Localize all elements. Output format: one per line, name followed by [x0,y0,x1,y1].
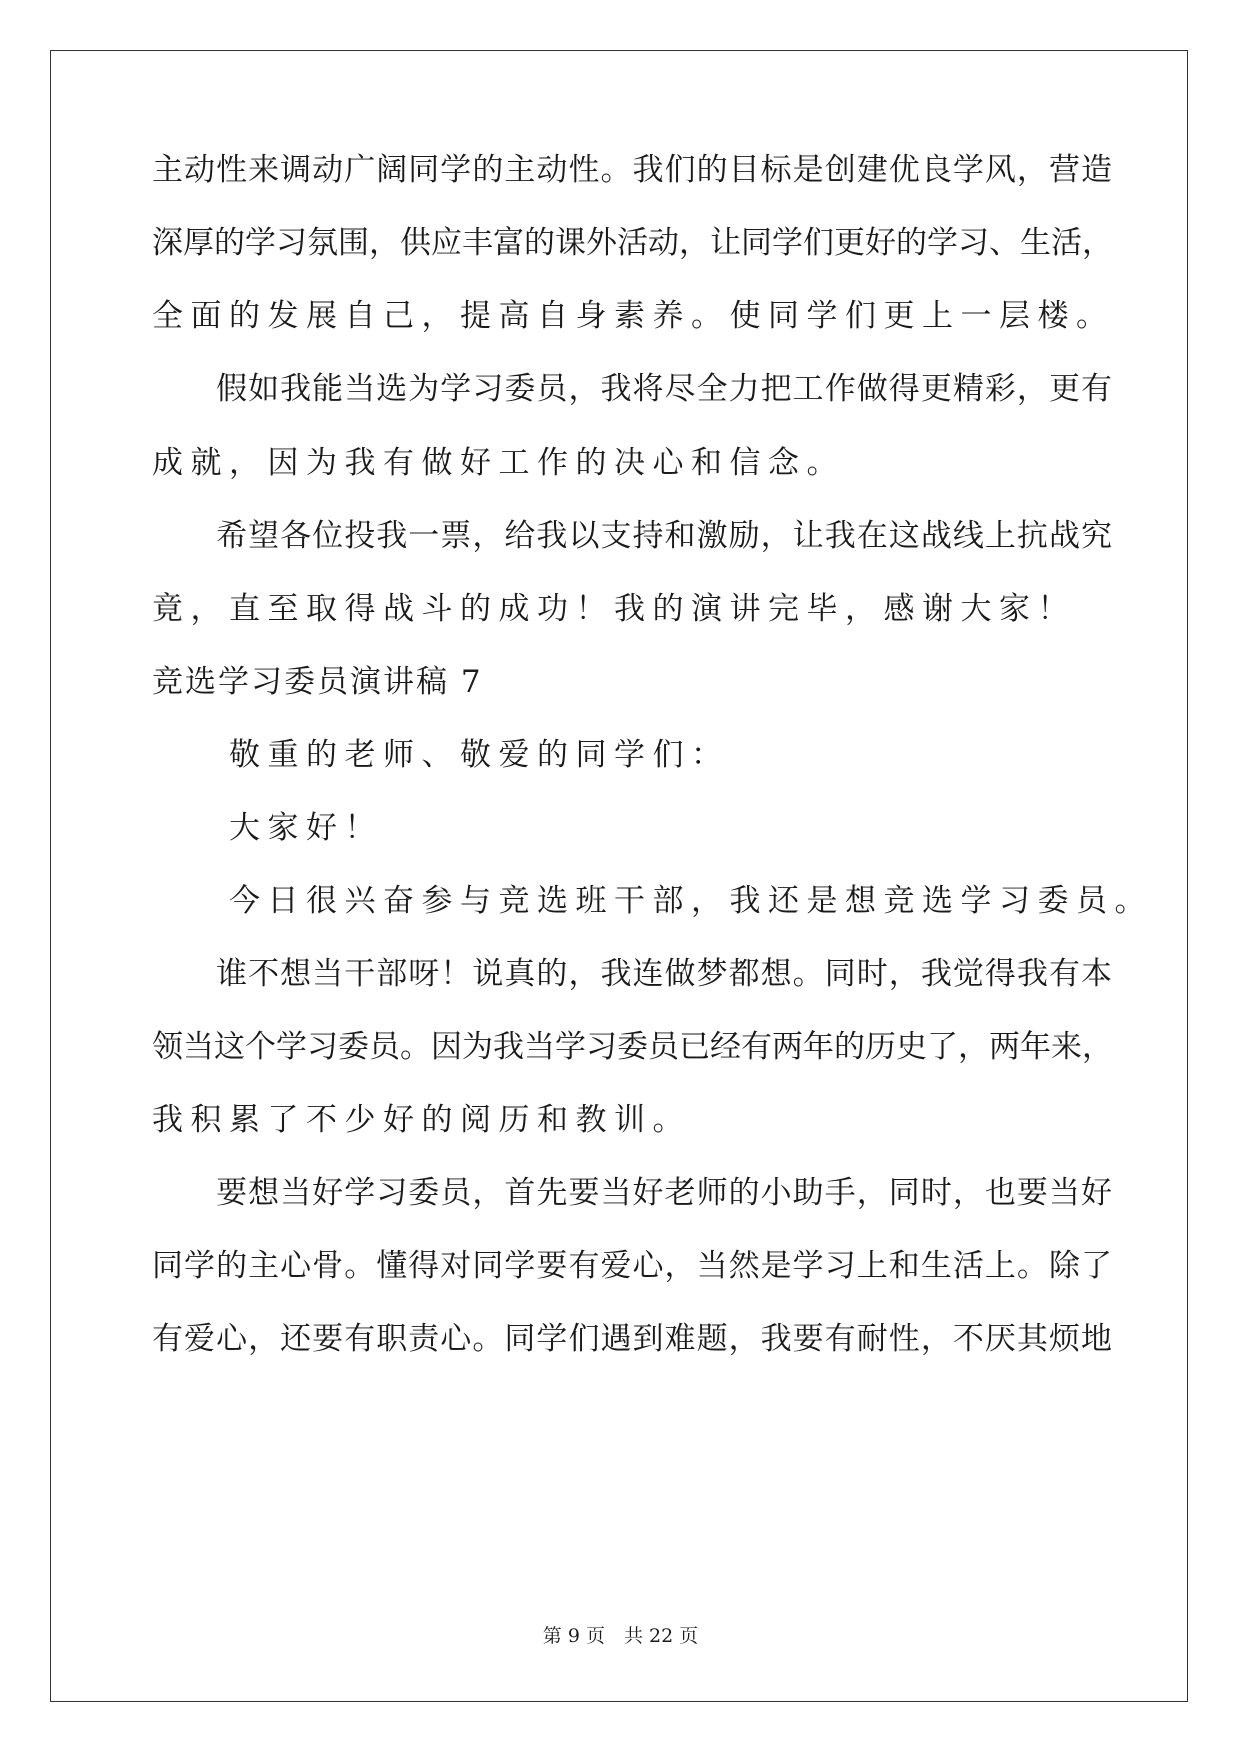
body-text-line: 有爱心，还要有职责心。同学们遇到难题，我要有耐性，不厌其烦地 [152,1321,1112,1357]
body-text-line: 今日很兴奋参与竞选班干部，我还是想竞选学习委员。 [152,883,1153,919]
body-text-line: 敬重的老师、敬爱的同学们： [152,737,730,773]
body-text-line: 谁不想当干部呀！说真的，我连做梦都想。同时，我觉得我有本 [152,956,1112,992]
body-text-line: 竟，直至取得战斗的成功！我的演讲完毕，感谢大家！ [152,591,1076,627]
body-text-line: 大家好！ [152,810,383,846]
page-number-footer: 第 9 页 共 22 页 [542,1625,699,1647]
body-text-line: 深厚的学习氛围，供应丰富的课外活动，让同学们更好的学习、生活， [152,225,1113,261]
section-heading: 竞选学习委员演讲稿 7 [152,664,483,700]
body-text-line: 我积累了不少好的阅历和教训。 [152,1102,691,1138]
body-text-line: 同学的主心骨。懂得对同学要有爱心，当然是学习上和生活上。除了 [152,1248,1112,1284]
body-text-line: 希望各位投我一票，给我以支持和激励，让我在这战线上抗战究 [152,518,1112,554]
body-text-line: 成就，因为我有做好工作的决心和信念。 [152,445,845,481]
body-text-line: 主动性来调动广阔同学的主动性。我们的目标是创建优良学风，营造 [152,152,1112,188]
body-text-line: 领当这个学习委员。因为我当学习委员已经有两年的历史了，两年来， [152,1029,1113,1065]
body-text-line: 要想当好学习委员，首先要当好老师的小助手，同时，也要当好 [152,1175,1112,1211]
body-text-line: 假如我能当选为学习委员，我将尽全力把工作做得更精彩，更有 [152,371,1112,407]
body-text-line: 全面的发展自己，提高自身素养。使同学们更上一层楼。 [152,298,1115,334]
